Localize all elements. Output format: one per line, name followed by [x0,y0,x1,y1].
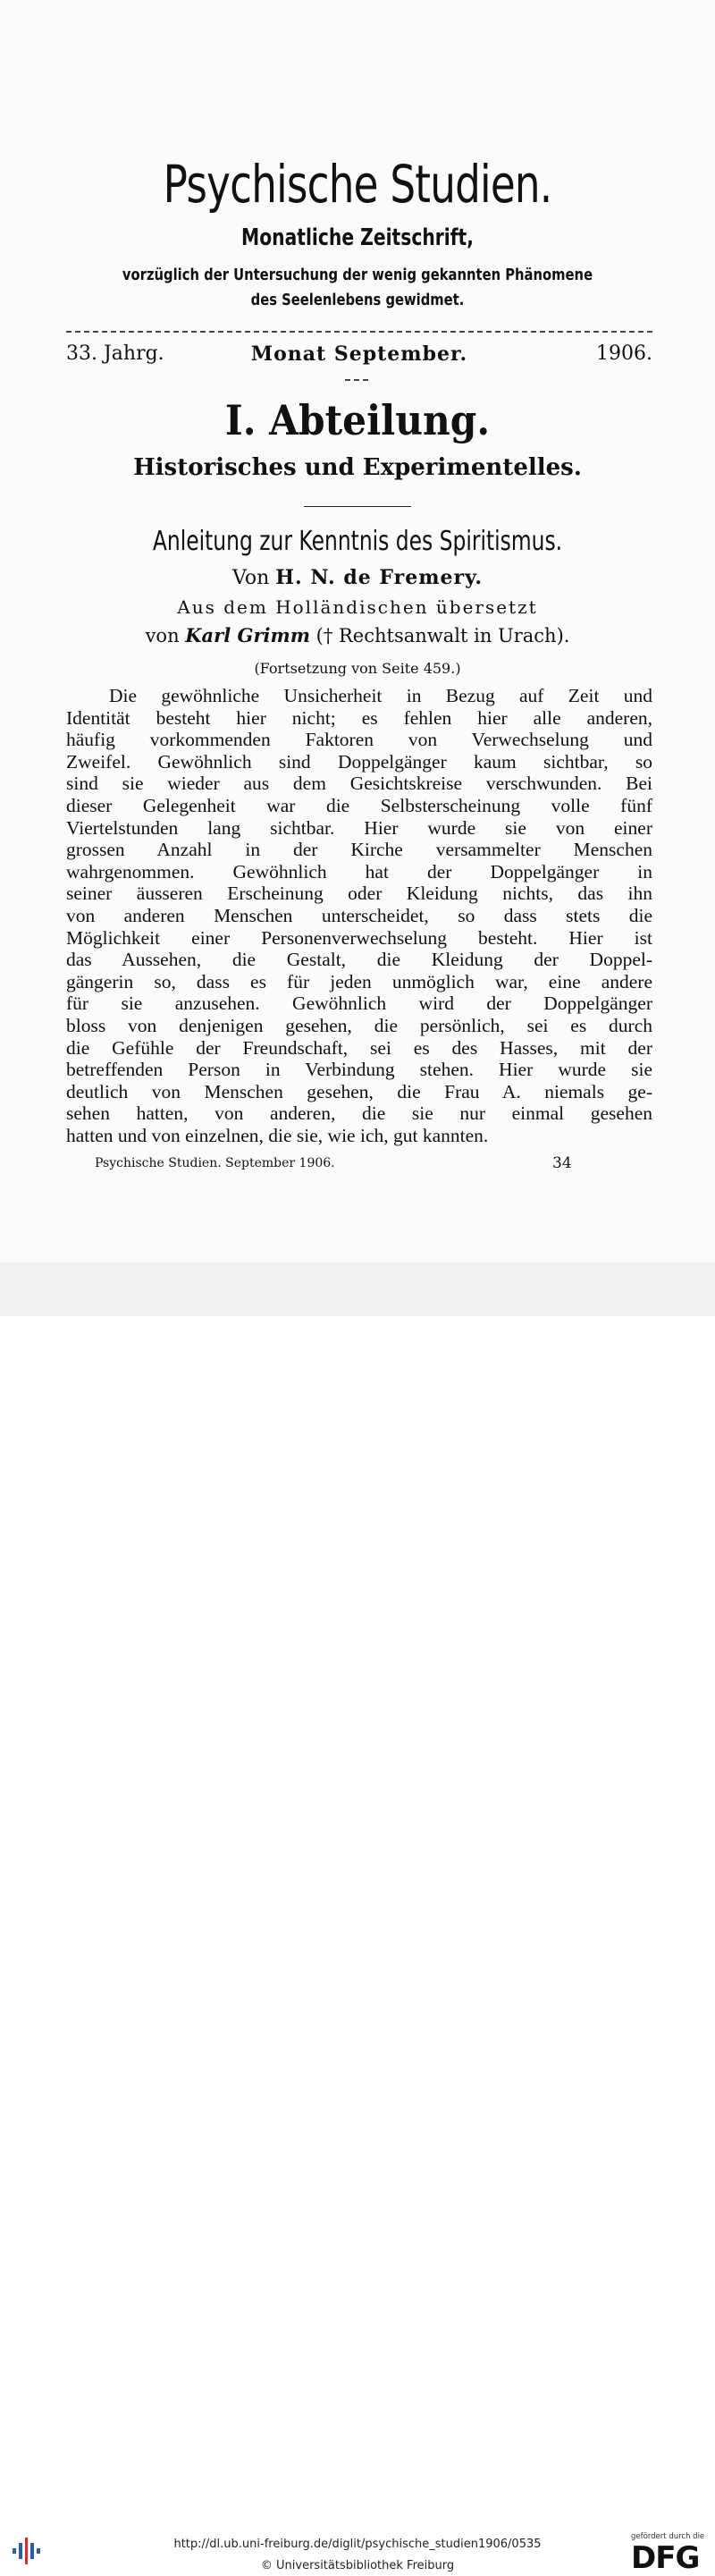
text-line: hatten und von einzelnen, die sie, wie ich, gut kannten. [66,1124,489,1146]
text-line: sehen hatten, von anderen, die sie nur einmal gesehen [66,1102,652,1125]
text-line: das Aussehen, die Gestalt, die Kleidung der Doppel- [66,949,652,971]
copyright-notice: © Universitätsbibliothek Freiburg [260,2559,455,2572]
text-line: grossen Anzahl in der Kirche versammelter Menschen [66,839,652,861]
funding-note: gefördert durch die [631,2532,705,2541]
text-line: betreffenden Person in Verbindung stehen. Hier wurde sie [66,1059,652,1081]
header-divider [66,331,652,333]
text-line: sind sie wieder aus dem Gesichtskreise verschwunden. Bei [66,773,652,795]
section-subtitle: Historisches und Experimentelles. [133,454,582,481]
article-body [66,685,652,1146]
issue-volume: 33. Jahrg. [66,342,164,365]
issue-month: Monat September. [250,342,468,366]
translator-prefix: von [145,625,180,646]
article-title: Anleitung zur Kenntnis des Spiritismus. [152,526,563,557]
article-byline [0,563,715,593]
text-line: gängerin so, dass es für jeden unmöglich war, eine andere [66,970,652,992]
text-line: die Gefühle der Freundschaft, sei es des Hasses, mit der [66,1036,652,1059]
text-line: Viertelstunden lang sichtbar. Hier wurde sie von einer [66,816,652,839]
journal-monthly-label: Monatliche Zeitschrift, [241,224,474,251]
text-line: dieser Gelegenheit war die Selbsterscheinung volle fünf [66,794,652,816]
continuation-note: (Fortsetzung von Seite 459.) [254,660,461,677]
permalink-url[interactable]: http://dl.ub.uni-freiburg.de/diglit/psychische_studien1906/0535 [173,2538,542,2551]
journal-subtitle-line-2: des Seelenlebens gewidmet. [250,291,465,309]
issue-line [66,342,652,369]
running-footer-title: Psychische Studien. September 1906. [95,1156,335,1170]
translation-note: Aus dem Holländischen übersetzt [177,596,538,618]
viewer-footer-bar [0,1263,715,2576]
text-line: von anderen Menschen unterscheidet, so dass stets die [66,904,652,926]
text-line: für sie anzusehen. Gewöhnlich wird der Doppelgänger [66,992,652,1015]
translator-name: Karl Grimm [185,624,310,646]
text-line: Möglichkeit einer Personenverwechselung besteht. Hier ist [66,926,652,949]
text-line: bloss von denjenigen gesehen, die persönlich, sei es durch [66,1014,652,1036]
issue-year: 1906. [596,342,652,365]
article-author: H. N. de Fremery. [275,566,484,589]
text-line: deutlich von Menschen gesehen, die Frau A. niemals ge- [66,1080,652,1102]
text-line: häufig vorkommenden Faktoren von Verwechselung und [66,729,652,751]
journal-subtitle-line-1: vorzüglich der Untersuchung der wenig gekannten Phänomene [122,266,593,284]
text-line: Zweifel. Gewöhnlich sind Doppelgänger kaum sichtbar, so [66,750,652,773]
scanned-page [0,0,715,1263]
byline-prefix: Von [231,567,270,589]
section-divider [304,506,411,507]
dfg-logo-icon: DFG [631,2540,700,2576]
translator-line [0,622,715,649]
text-line: seiner äusseren Erscheinung oder Kleidung nichts, das ihn [66,883,652,905]
issue-divider [345,379,368,381]
translator-suffix: († Rechtsanwalt in Urach). [315,625,570,646]
sheet-signature: 34 [552,1154,572,1172]
section-title: I. Abteilung. [224,396,491,444]
journal-title: Psychische Studien. [163,154,552,215]
text-line: Identität besteht hier nicht; es fehlen hier alle anderen, [66,706,652,729]
text-line: wahrgenommen. Gewöhnlich hat der Doppelgänger in [66,860,652,883]
text-line: Die gewöhnliche Unsicherheit in Bezug auf Zeit und [109,685,652,706]
